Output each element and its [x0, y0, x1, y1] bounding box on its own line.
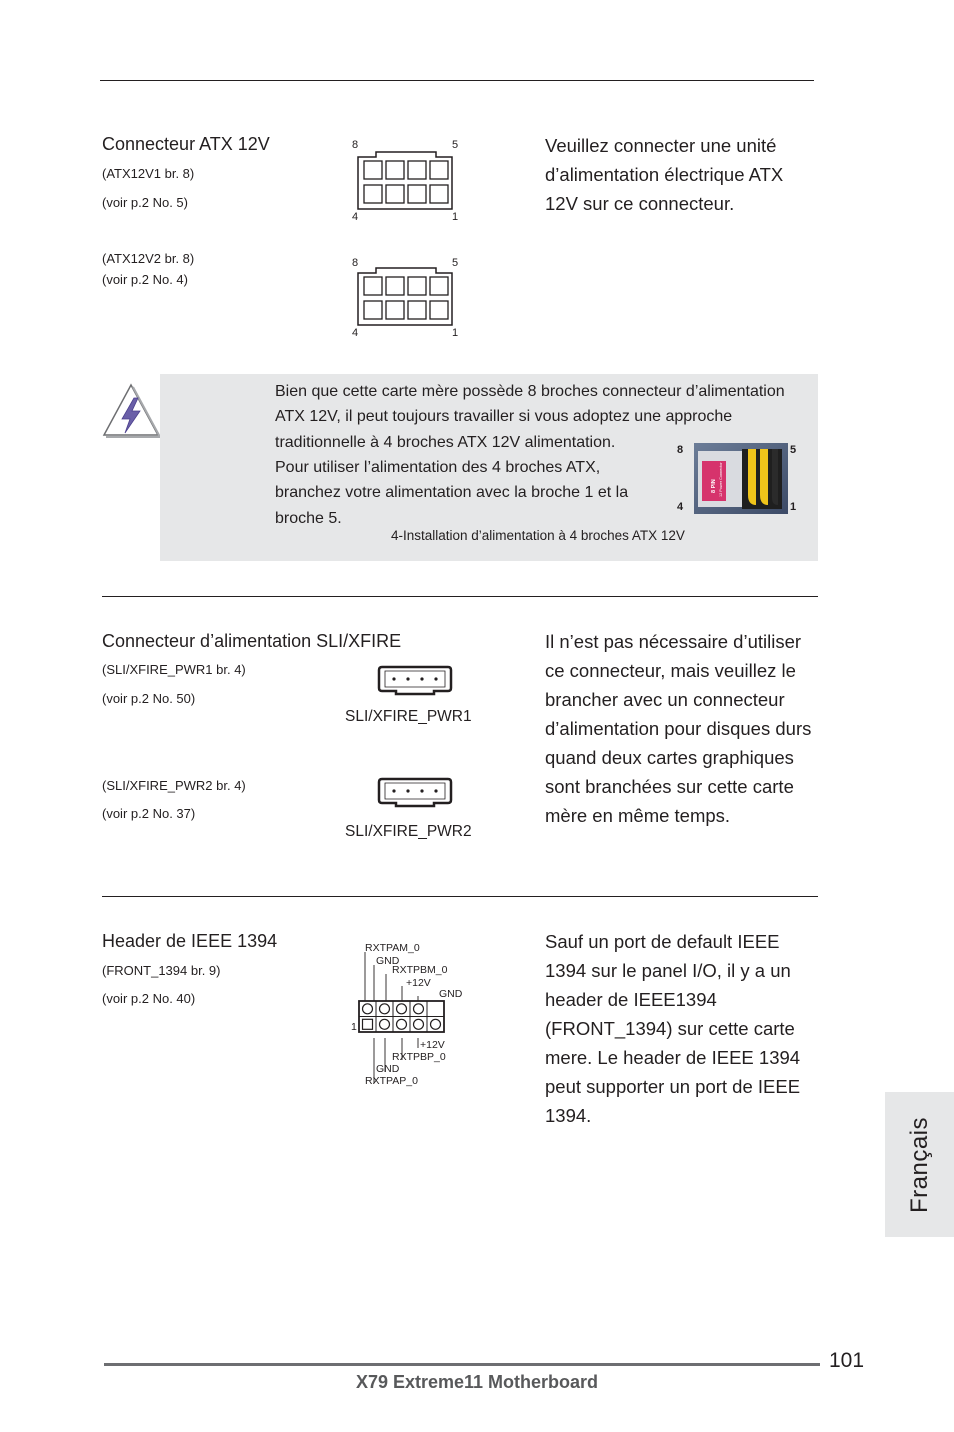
top-divider — [100, 80, 814, 81]
pin-gnd-bottom: GND — [376, 1063, 400, 1075]
pin-rxtpap0: RXTPAP_0 — [365, 1075, 418, 1087]
photo-label-connector: 12 Power Connector — [719, 462, 723, 497]
atx1-pin-5: 5 — [452, 139, 459, 151]
sli-description: Il n’est pas nécessaire d’utiliser ce connecteur, mais veuillez le brancher avec un connecteur d’alimentation pour disques durs quand deux cartes graphiques sont branchées sur cette carte mère en même temps. — [545, 631, 812, 826]
sli-title: Connecteur d’alimentation SLI/XFIRE — [102, 631, 402, 651]
sli-pwr2-pins: (SLI/XFIRE_PWR2 br. 4) — [102, 778, 246, 793]
atx2-pin-1: 1 — [452, 327, 459, 339]
sli-pwr2-connector-diagram — [376, 776, 454, 810]
language-tab-label: Français — [905, 1116, 933, 1213]
pin-gnd-top: GND — [376, 955, 400, 967]
photo-pin-8: 8 — [677, 444, 684, 456]
footer-title: X79 Extreme11 Motherboard — [355, 1372, 599, 1392]
pin-1-label: 1 — [351, 1021, 357, 1033]
section-divider-ieee — [102, 896, 818, 897]
atx12v2-pins: (ATX12V2 br. 8) — [102, 251, 195, 266]
atx-title: Connecteur ATX 12V — [102, 134, 270, 154]
ieee-title: Header de IEEE 1394 — [102, 931, 278, 951]
atx12v2-connector-diagram — [348, 252, 466, 342]
atx1-pin-1: 1 — [452, 211, 459, 223]
pin-gnd-right: GND — [439, 988, 463, 1000]
atx2-pin-8: 8 — [352, 257, 359, 269]
atx1-pin-4: 4 — [352, 211, 359, 223]
page-number: 101 — [829, 1349, 865, 1372]
photo-pin-4: 4 — [677, 501, 684, 513]
ieee-ref: (voir p.2 No. 40) — [102, 991, 196, 1006]
sli-pwr1-ref: (voir p.2 No. 50) — [102, 691, 196, 706]
section-divider-sli — [102, 596, 818, 597]
ieee-pins: (FRONT_1394 br. 9) — [102, 963, 221, 978]
connector-photo — [694, 443, 788, 514]
atx12v1-connector-diagram — [348, 134, 466, 224]
atx-description: Veuillez connecter une unité d’alimentation électrique ATX 12V sur ce connecteur. — [545, 135, 784, 214]
sli-pwr2-label: SLI/XFIRE_PWR2 — [345, 823, 472, 840]
ieee1394-header-diagram — [348, 938, 473, 1090]
atx2-pin-4: 4 — [352, 327, 359, 339]
photo-pin-1: 1 — [790, 501, 797, 513]
photo-pin-5: 5 — [790, 444, 797, 456]
atx12v1-ref: (voir p.2 No. 5) — [102, 195, 188, 210]
warning-icon — [100, 381, 162, 439]
photo-label-8pin: 8 PIN — [711, 479, 717, 493]
note-text-1: Bien que cette carte mère possède 8 broches connecteur d’alimentation ATX 12V, il peut toujours travailler si vous adoptez une approche traditionnelle à 4 broches ATX 12V alimentation. — [275, 383, 785, 451]
atx12v1-pins: (ATX12V1 br. 8) — [102, 166, 195, 181]
atx1-pin-8: 8 — [352, 139, 359, 151]
atx12v2-ref: (voir p.2 No. 4) — [102, 272, 188, 287]
pin-rxtpam0: RXTPAM_0 — [365, 942, 420, 954]
atx2-pin-5: 5 — [452, 257, 459, 269]
pin-12v-top: +12V — [406, 977, 431, 989]
footer-rule — [104, 1363, 820, 1366]
note-caption: 4-Installation d’alimentation à 4 broches ATX 12V — [391, 528, 685, 543]
pin-12v-bottom: +12V — [420, 1039, 445, 1051]
sli-pwr1-label: SLI/XFIRE_PWR1 — [345, 708, 472, 725]
pin-rxtpbm0: RXTPBM_0 — [392, 964, 448, 976]
sli-pwr1-pins: (SLI/XFIRE_PWR1 br. 4) — [102, 662, 246, 677]
sli-pwr2-ref: (voir p.2 No. 37) — [102, 806, 196, 821]
note-text-2: Pour utiliser l’alimentation des 4 broches ATX, branchez votre alimentation avec la broche 1 et la broche 5. — [275, 459, 629, 527]
pin-rxtpbp0: RXTPBP_0 — [392, 1051, 446, 1063]
language-tab — [885, 1092, 954, 1237]
sli-pwr1-connector-diagram — [376, 663, 454, 697]
ieee-description: Sauf un port de default IEEE 1394 sur le panel I/O, il y a un header de IEEE1394 (FRONT_1394) sur cette carte mere. Le header de IEEE 1394 peut supporter un port de IEEE 1394. — [545, 931, 801, 1126]
